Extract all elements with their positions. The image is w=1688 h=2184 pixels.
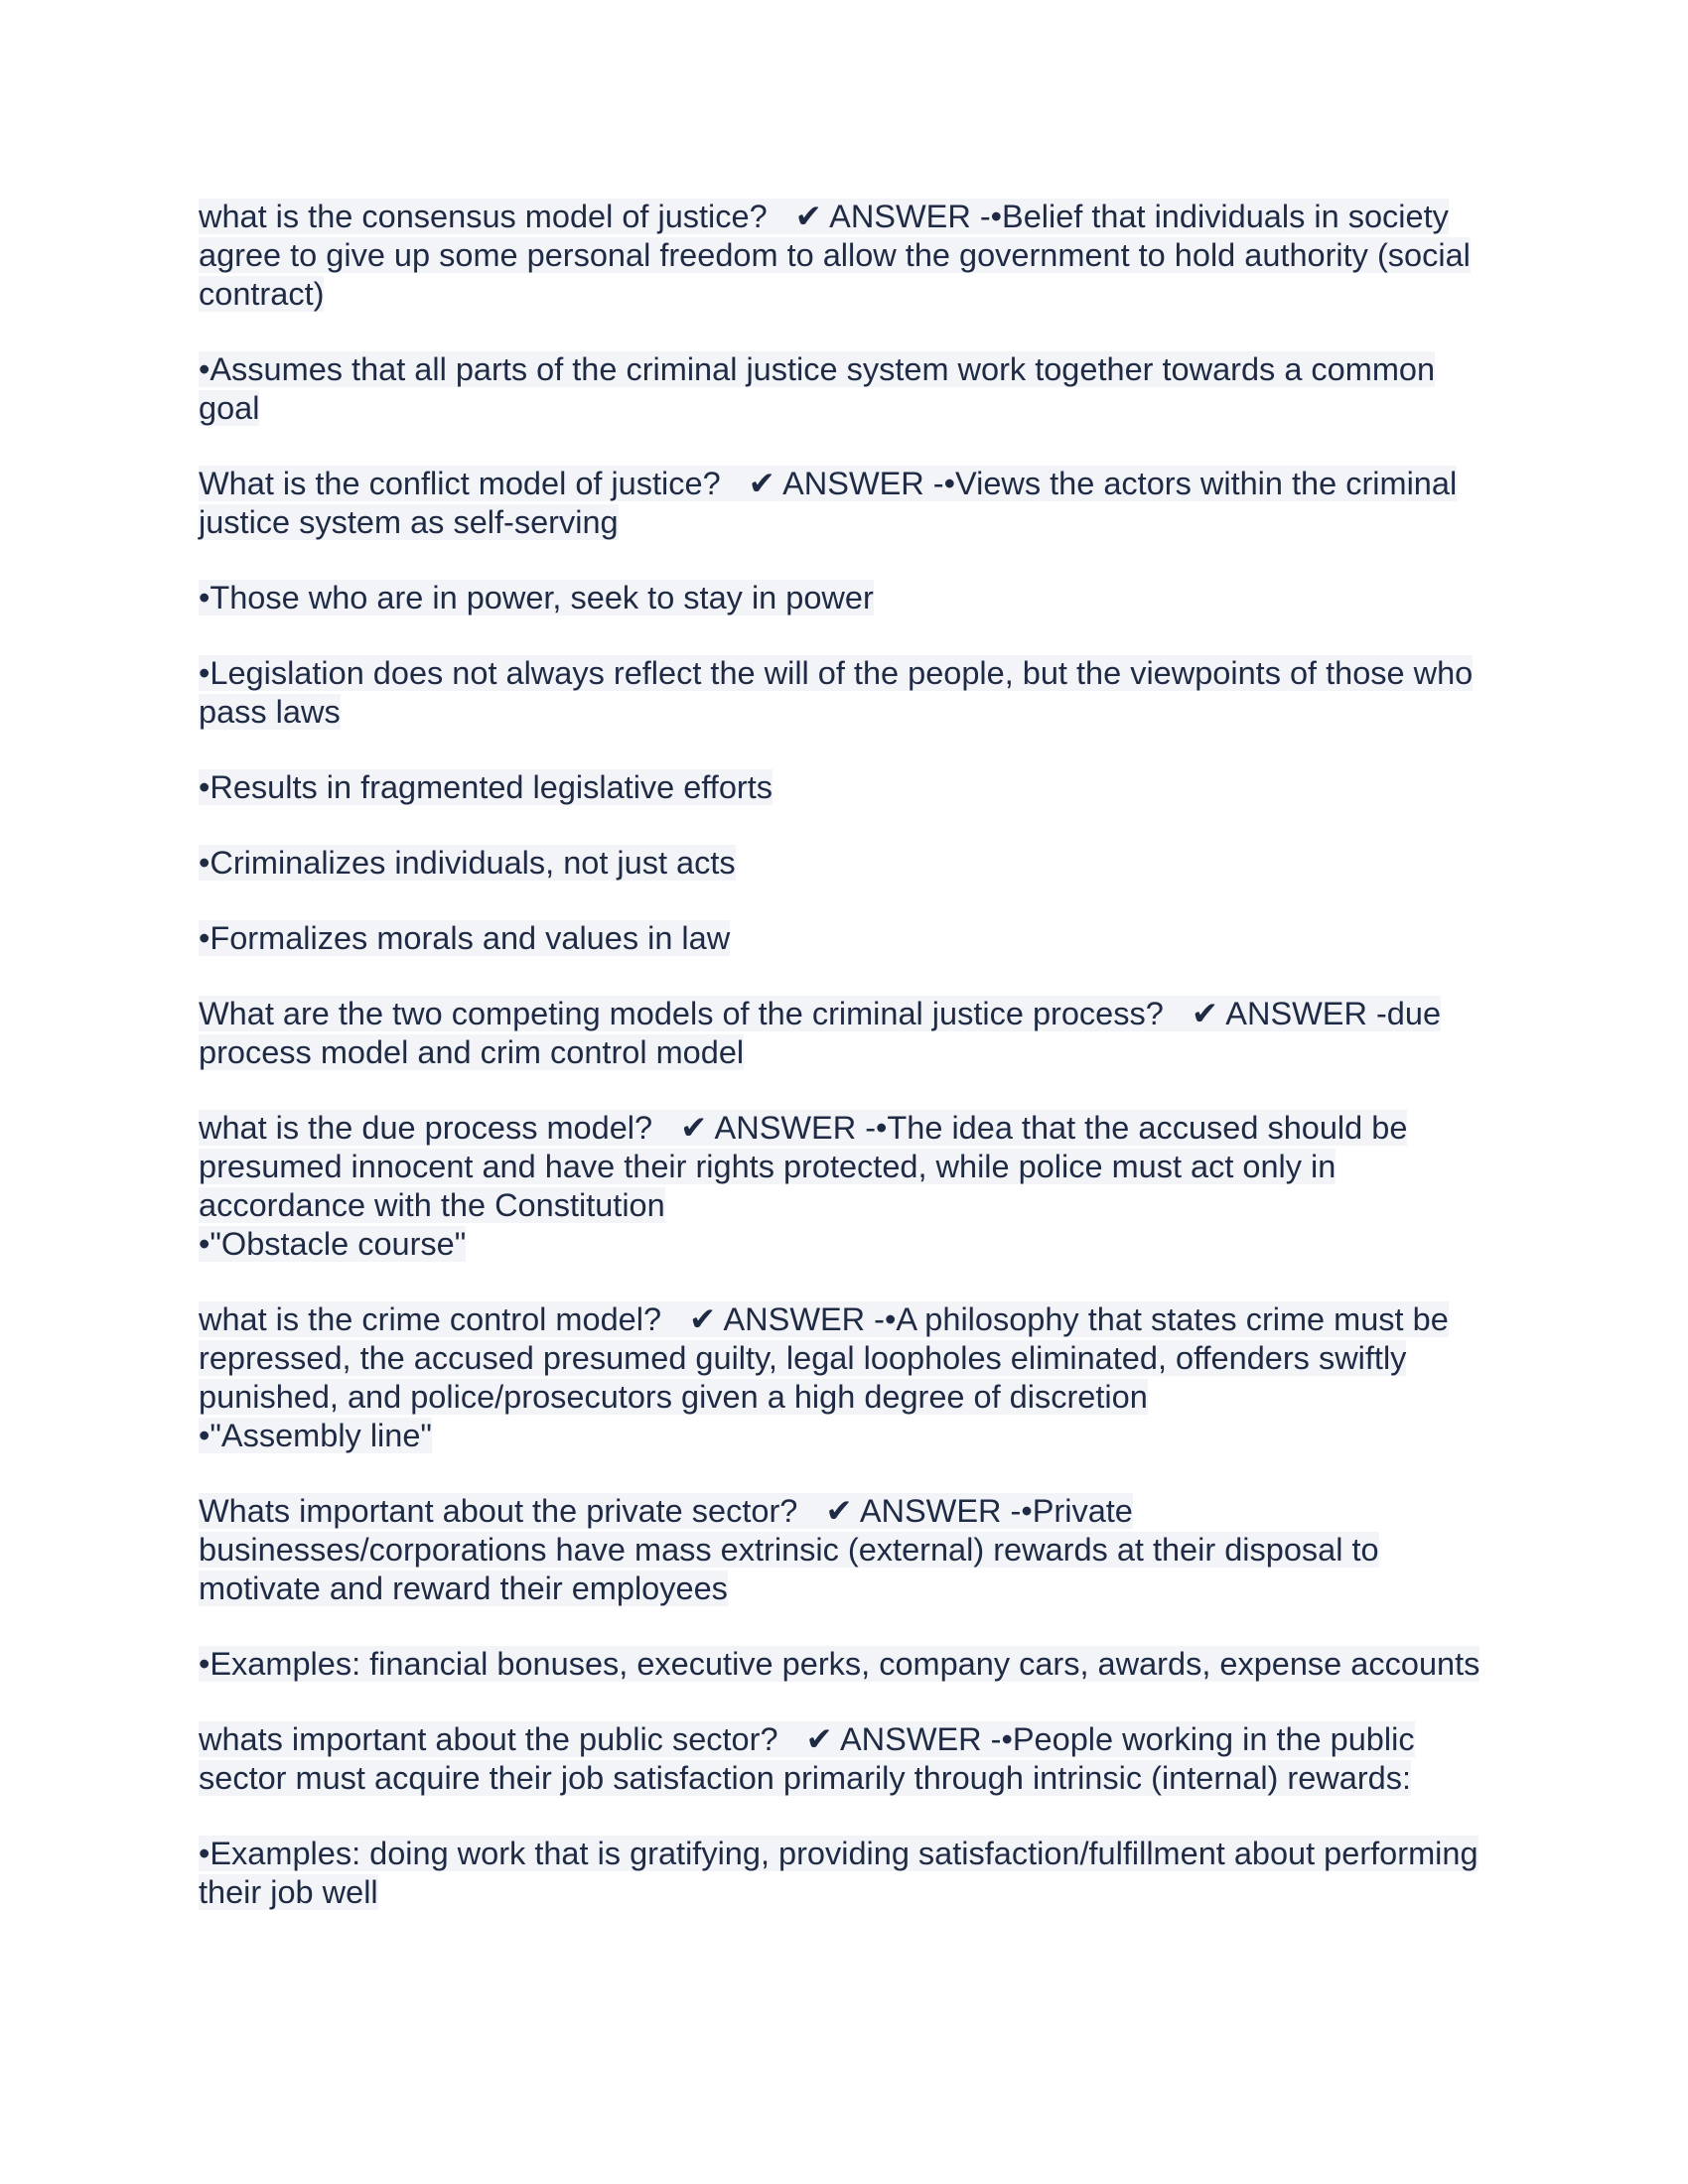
answer-marker: ✔ ANSWER - [794,199,991,234]
answer-bullet: •Results in fragmented legislative efforts [199,769,774,805]
qa-item [199,1109,1489,1264]
answer-tail: •"Assembly line" [199,1418,432,1453]
answer-bullet: •Criminalizes individuals, not just acts [199,845,736,881]
qa-item [199,465,1489,542]
question-text: whats important about the public sector? [199,1721,778,1757]
answer-bullet: •Those who are in power, seek to stay in power [199,580,874,615]
answer-bullet: •Examples: financial bonuses, executive perks, company cars, awards, expense accounts [199,1646,1480,1682]
answer-marker: ✔ ANSWER - [805,1721,1002,1757]
question-text: What is the conflict model of justice? [199,466,721,501]
question-text: What are the two competing models of the criminal justice process? [199,996,1164,1031]
answer-text: due process model and crim control model [199,996,1442,1070]
question-text: what is the consensus model of justice? [199,199,768,234]
answer-text: •Private businesses/corporations have mass extrinsic (external) rewards at their disposal to motivate and reward their employees [199,1493,1379,1606]
question-text: Whats important about the private sector? [199,1493,798,1529]
answer-text: •The idea that the accused should be presumed innocent and have their rights protected, while police must act only in accordance with the Constitution [199,1110,1408,1223]
question-text: what is the crime control model? [199,1301,662,1337]
document-page [199,198,1489,1949]
answer-marker: ✔ ANSWER - [689,1301,885,1337]
answer-marker: ✔ ANSWER - [1191,996,1387,1031]
answer-bullet: •Examples: doing work that is gratifying, providing satisfaction/fulfillment about performing their job well [199,1836,1478,1910]
qa-item [199,1720,1489,1798]
answer-bullet: •Legislation does not always reflect the will of the people, but the viewpoints of those who pass laws [199,655,1474,730]
qa-item [199,1300,1489,1455]
answer-text: •Views the actors within the criminal justice system as self-serving [199,466,1458,540]
qa-item [199,198,1489,314]
answer-text: •Belief that individuals in society agree to give up some personal freedom to allow the government to hold authority (social contract) [199,199,1471,312]
answer-bullet: •Assumes that all parts of the criminal justice system work together towards a common goal [199,351,1436,426]
question-text: what is the due process model? [199,1110,653,1146]
answer-text: •People working in the public sector must acquire their job satisfaction primarily through intrinsic (internal) rewards: [199,1721,1415,1796]
qa-item [199,1492,1489,1608]
answer-marker: ✔ ANSWER - [825,1493,1022,1529]
answer-marker: ✔ ANSWER - [680,1110,877,1146]
qa-item [199,995,1489,1072]
answer-text: •A philosophy that states crime must be repressed, the accused presumed guilty, legal loopholes eliminated, offenders swiftly punished, and police/prosecutors given a high degree of discretion [199,1301,1449,1415]
answer-marker: ✔ ANSWER - [748,466,944,501]
answer-bullet: •Formalizes morals and values in law [199,920,731,956]
answer-tail: •"Obstacle course" [199,1226,467,1262]
